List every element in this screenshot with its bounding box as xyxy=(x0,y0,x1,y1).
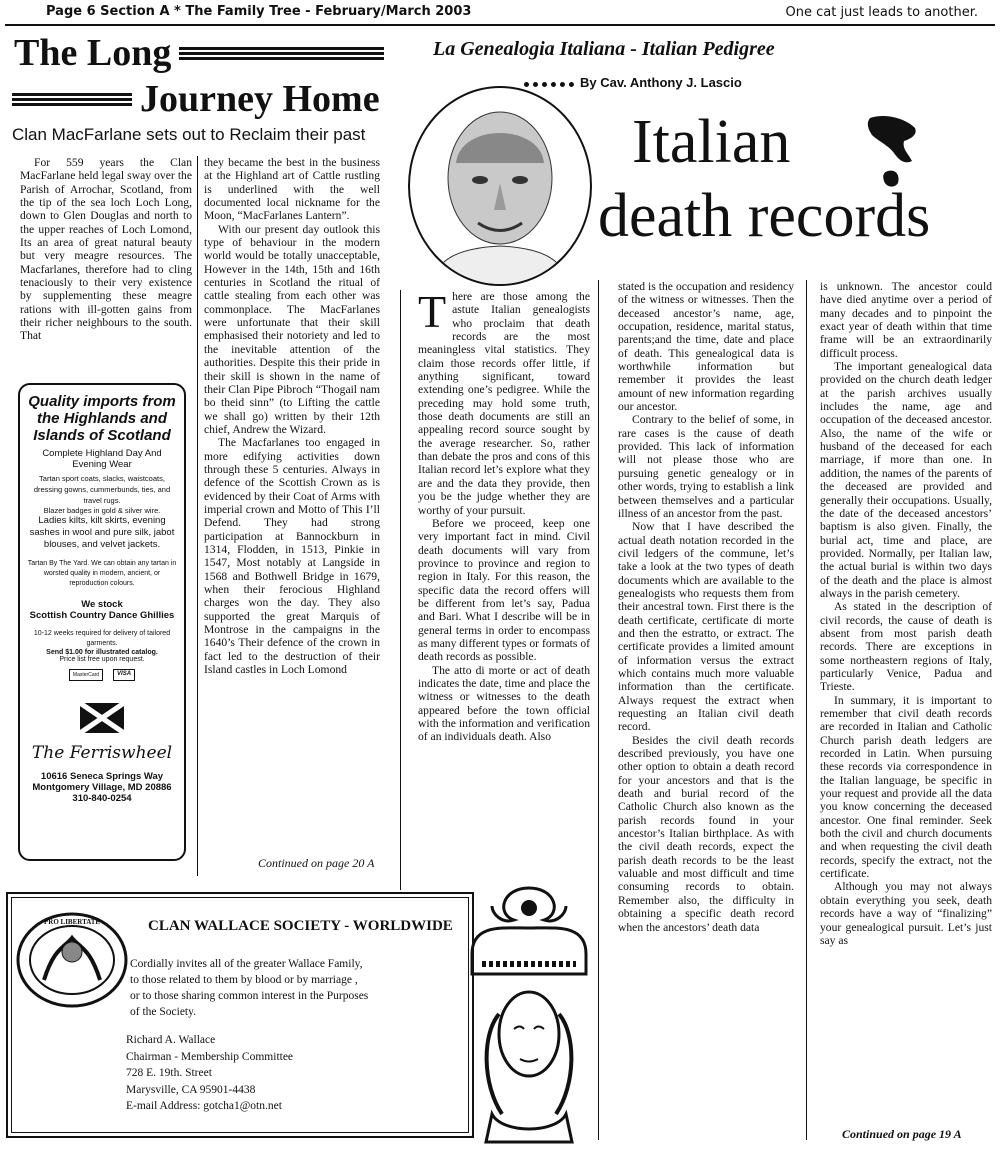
ad-order: 10-12 weeks required for delivery of tailored garments. xyxy=(33,630,171,647)
paragraph: Besides the civil death records described previously, you have one other option to obtain a death record for your ancestors and that is the death and burial record of the Catholic Church also known as the parish records found in your ancestor’s Italian birthplace. As with the civil death records, expect the parish death records to be the least valuable and most difficult and time consuming records to obtain. Remember also, the difficulty in obtaining a specific death record when the ancestors’ death data xyxy=(618,733,794,934)
ad-address2: Montgomery Village, MD 20886 xyxy=(32,782,172,793)
ad-phone: 310-840-0254 xyxy=(72,793,132,804)
ad-stock-item: Scottish Country Dance Ghillies xyxy=(29,610,175,621)
left-subtitle: Clan MacFarlane sets out to Reclaim their past xyxy=(12,125,366,144)
right-continued: Continued on page 19 A xyxy=(842,1127,962,1141)
paragraph: Although you may not always obtain everything you seek, death records have a way of “finalizing” your genealogical pursuit. Let’s just say as xyxy=(820,880,992,947)
left-article-col1 xyxy=(20,156,192,374)
ferriswheel-ad xyxy=(18,383,186,861)
paragraph: For 559 years the Clan MacFarlane held legal sway over the Parish of Arrochar, Scotland, from the tip of the sea loch Loch Long, down to Glen Douglas and north to the upper reaches of Loch Lomond, Its an area of great natural beauty but very meagre resources. The Macfarlanes, therefore had to cling tenaciously to their very existence by supplementing these meagre rations with ill-gotten gains from their richer neighbours to the south. That xyxy=(20,156,192,343)
wallace-ad-inner xyxy=(11,897,469,1133)
paragraph: The atto di morte or act of death indicates the date, time and place the witness or witnesses to the death appeared before the town official with the information and verification of an individuals death. Also xyxy=(418,663,590,744)
title-text-2: Journey Home xyxy=(140,78,380,120)
portrait-icon xyxy=(410,88,590,284)
right-article-col3 xyxy=(820,280,992,1128)
header-rule xyxy=(5,24,995,26)
right-title-1: Italian xyxy=(632,108,791,176)
right-col-divider3 xyxy=(806,280,807,1140)
ad-line1: Complete Highland Day And Evening Wear xyxy=(42,448,162,470)
byline: By Cav. Anthony J. Lascio xyxy=(580,75,742,90)
contact-name: Richard A. Wallace xyxy=(126,1034,216,1046)
right-col-divider2 xyxy=(598,280,599,1140)
invite-line: or to those sharing common interest in the Purposes xyxy=(130,990,369,1002)
ad-stock-label: We stock xyxy=(81,599,123,610)
paragraph: The important genealogical data provided on the church death ledger at the parish archives usually includes the name, age and occupation of the deceased ancestor. Also, the name of the wife or husband of the deceased for each marriage, if more than one. In addition, the names of the parents of the deceased are provided and generally their occupations. Usually, the date of the deceased ancestors’ baptism is also given. Finally, the burial act, time and place, are provided. Normally, per Italian law, the actual burial is within two days of the death and the place is almost always in the parish cemetery. xyxy=(820,360,992,600)
ad-line2: Tartan sport coats, slacks, waistcoats, dressing gowns, cummerbunds, ties, and travel rugs. xyxy=(33,474,171,505)
wallace-ad xyxy=(6,892,474,1138)
wallace-contact xyxy=(126,1032,293,1115)
title-text-1: The Long xyxy=(14,32,172,74)
contact-email[interactable]: E-mail Address: gotcha1@otn.net xyxy=(126,1100,282,1112)
left-article-col2 xyxy=(204,156,380,856)
contact-city: Marysville, CA 95901-4438 xyxy=(126,1083,256,1096)
paragraph: Contrary to the belief of some, in rare cases is the cause of death provided. This lack of information will not please those who are pursuing genetic genealogy or in other words, trying to establish a link between themselves and a particular illness of an ancestor from the past. xyxy=(618,413,794,520)
lead-text: here are those among the astute Italian genealogists who proclaim that death records are the most meaningless vital statistics. They claim those records offer little, if anything significant, toward extending one’s pedigree. While the preceding may hold some truth, those death documents are still an appealing record source sought by the average researcher. So, rather than debate the pros and cons of this Italian record let’s explore what they are and the data they provide, then you be the judge whether they are worthy of your pursuit. xyxy=(418,290,590,517)
contact-role: Chairman - Membership Committee xyxy=(126,1050,294,1063)
left-title-line1 xyxy=(14,32,384,74)
author-portrait xyxy=(408,86,592,286)
invite-line: Cordially invites all of the greater Wallace Family, xyxy=(130,958,363,970)
title-rule-1 xyxy=(179,47,384,60)
ad-headline: Quality imports from the Highlands and Islands of Scotland xyxy=(28,393,176,444)
paragraph: stated is the occupation and residency of the witness or witnesses. Then the deceased ancestor’s name, age, occupation, residence, marital status, parents;and the time, date and place of death. This genealogical data is worthwhile information but remember it provides the least amount of new information regarding our ancestor. xyxy=(618,280,794,414)
contact-street: 728 E. 19th. Street xyxy=(126,1067,212,1079)
right-col-divider1 xyxy=(400,290,401,890)
paragraph: With our present day outlook this type of behaviour in the modern world would be totally unacceptable, However in the 14th, 15th and 16th centuries in Scotland the ritual of cattle stealing from each other was commonplace. The MacFarlanes were unfortunate that their skill emphasised their notoriety and led to the inevitable attention of the authorities. Despite this their pride in their skill is shown in the name of their Clan Pipe Pibroch “Thogail nam bo theid sinn” (to Lifting the cattle we shall go) written by their 12th chief, Andrew the Wizard. xyxy=(204,222,380,436)
paragraph: Now that I have described the actual death notation recorded in the civil ledgers of the commune, let’s take a look at the two types of death documents which are available to the genealogists who requests them from their ancestral town. First there is the death certificate, certificate di morte and then the estratto, or extract. The certificate provides a limited amount of information versus the extract which contains much more valuable information than the certificate. Always request the extract when requesting an Italian civil death record. xyxy=(618,520,794,734)
page-header-left: Page 6 Section A * The Family Tree - February/March 2003 xyxy=(46,4,472,19)
right-article-col2 xyxy=(618,280,794,1142)
wallace-title: CLAN WALLACE SOCIETY - WORLDWIDE xyxy=(148,918,453,934)
ad-logo-row xyxy=(25,687,179,747)
paragraph xyxy=(418,290,590,517)
visa-icon: VISA xyxy=(113,669,135,681)
italy-map-icon xyxy=(860,113,930,193)
crest-motto: PRO LIBERTATE xyxy=(44,918,101,926)
paragraph: The Macfarlanes too engaged in more edifying activities down through these 5 centuries. Always in defence of the Scottish Crown as is evidenced by their Coat of Arms with imperial crown and Motto of This I’ll Defend. They had strong participation at Bannockburn in 1314, Flodden, in 1513, Pinkie in 1547, Most notably at Langside in 1568 and Bothwell Bridge in 1679, when their ferocious Highland charges won the day. They also supported the great Marquis of Montrose in the campaigns in the 1640’s Their defence of the crown in fact led to the destruction of their Island castles in Loch Lomond xyxy=(204,436,380,677)
right-banner: La Genealogia Italiana - Italian Pedigree xyxy=(433,38,775,60)
byline-rule xyxy=(524,82,574,87)
paragraph: Before we proceed, keep one very important fact in mind. Civil death documents will vary from province to province and region to region in Italy. For this reason, the specific data the record offers will be different from let’s say, Padua and Bari. What I describe will be in general terms in order to encompass as many different types or formats of death records as possible. xyxy=(418,516,590,664)
ad-price: Price list free upon request. xyxy=(59,656,145,663)
ad-catalog: Send $1.00 for illustrated catalog. xyxy=(46,649,158,656)
paragraph: is unknown. The ancestor could have died anytime over a period of many decades and to pinpoint the exact year of death within that time frame will be an extraordinarily difficult process. xyxy=(820,280,992,360)
paragraph: they became the best in the business at the Highland art of Cattle rustling is underlined with the well documented local nickname for the Moon, “MacFarlanes Lantern”. xyxy=(204,156,380,223)
wallace-invite xyxy=(130,956,368,1020)
left-title-line2 xyxy=(12,78,380,120)
ad-line3: Blazer badges in gold & silver wire. xyxy=(43,506,161,515)
ad-logo: The Ferriswheel xyxy=(31,743,173,763)
page-header-right: One cat just leads to another. xyxy=(785,5,978,20)
ad-cards xyxy=(25,669,179,681)
ad-tartan: Tartan By The Yard. We can obtain any tartan in worsted quality in modern, ancient, or reproduction colours. xyxy=(27,560,177,587)
title-rule-2 xyxy=(12,93,132,106)
drop-cap: T xyxy=(418,290,447,337)
left-col-divider xyxy=(197,156,198,876)
invite-line: to those related to them by blood or by marriage , xyxy=(130,974,358,986)
mastercard-icon: MasterCard xyxy=(69,669,103,681)
ad-line4: Ladies kilts, kilt skirts, evening sashes in wool and pure silk, jabot blouses, and velvet jackets. xyxy=(29,515,175,550)
paragraph: In summary, it is important to remember that civil death records are recorded in Italian and Catholic Church parish death ledgers are recorded in Latin. When pursuing these records via correspondence in the Italian language, be specific in your request and provide all the data you know concerning the deceased ancestor. One final reminder. Seek both the civil and church documents and when requesting the civil death records, specify the extract, not the certificate. xyxy=(820,693,992,881)
saltire-flag-icon xyxy=(78,697,126,737)
invite-line: of the Society. xyxy=(130,1006,197,1018)
right-article-col1 xyxy=(418,290,590,888)
right-title-2: death records xyxy=(598,182,931,250)
art-nouveau-woman-ornament-icon xyxy=(462,884,596,1146)
paragraph: As stated in the description of civil records, the cause of death is absent from most parish death records. There are exceptions in some northeastern regions of Italy, particularly Venice, Padua and Trieste. xyxy=(820,600,992,694)
ad-address1: 10616 Seneca Springs Way xyxy=(40,771,164,782)
left-continued: Continued on page 20 A xyxy=(258,856,375,870)
